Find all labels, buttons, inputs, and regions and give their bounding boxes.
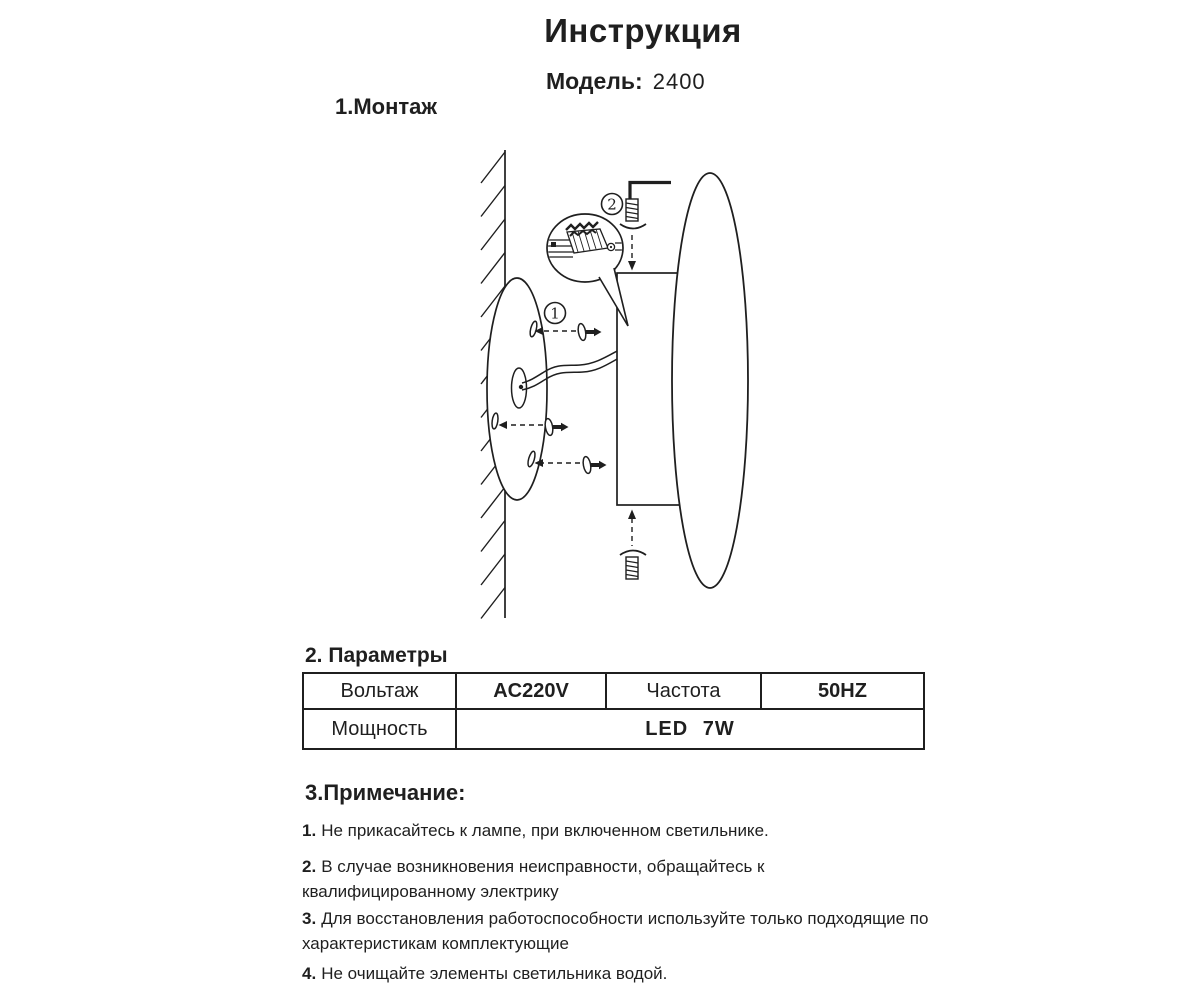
note-number: 3. [302, 909, 317, 928]
note-number: 4. [302, 964, 317, 983]
parameters-table [302, 672, 925, 750]
note-item [302, 818, 942, 843]
section-heading-params: 2. Параметры [305, 644, 448, 667]
model-line [546, 68, 706, 95]
table-row [303, 709, 924, 749]
note-number: 1. [302, 821, 317, 840]
step-2-marker [602, 194, 623, 215]
top-fixing-screw [620, 183, 671, 271]
cable-end [519, 385, 523, 389]
note-text: В случае возникновения неисправности, обращайтесь к квалифицированному электрику [302, 857, 765, 901]
model-label: Модель: [546, 68, 643, 94]
note-text: Не прикасайтесь к лампе, при включенном светильнике. [321, 821, 769, 840]
note-item [302, 906, 942, 956]
power-value-cell: LED 7W [456, 709, 924, 749]
section-heading-notes: 3.Примечание: [305, 780, 466, 805]
voltage-value-cell: AC220V [456, 673, 606, 709]
montage-diagram [430, 135, 820, 640]
bottom-fixing-screw [620, 510, 646, 580]
frequency-value-cell: 50HZ [761, 673, 924, 709]
frequency-label-cell: Частота [606, 673, 761, 709]
step-1-marker [545, 303, 566, 324]
note-text: Не очищайте элементы светильника водой. [321, 964, 668, 983]
power-label-cell: Мощность [303, 709, 456, 749]
note-text: Для восстановления работоспособности используйте только подходящие по характеристикам комплектующие [302, 909, 929, 953]
step-1-label: 1 [550, 304, 560, 323]
section-heading-montage: 1.Монтаж [335, 94, 438, 119]
note-item [302, 854, 942, 904]
notes-list [302, 818, 942, 986]
page-title: Инструкция [544, 12, 742, 49]
note-item [302, 961, 942, 986]
voltage-label-cell: Вольтаж [303, 673, 456, 709]
lamp-body [672, 173, 748, 588]
cable-hub-hole [512, 368, 527, 408]
step-2-label: 2 [607, 195, 617, 214]
note-number: 2. [302, 857, 317, 876]
table-row [303, 673, 924, 709]
model-value: 2400 [652, 69, 706, 94]
